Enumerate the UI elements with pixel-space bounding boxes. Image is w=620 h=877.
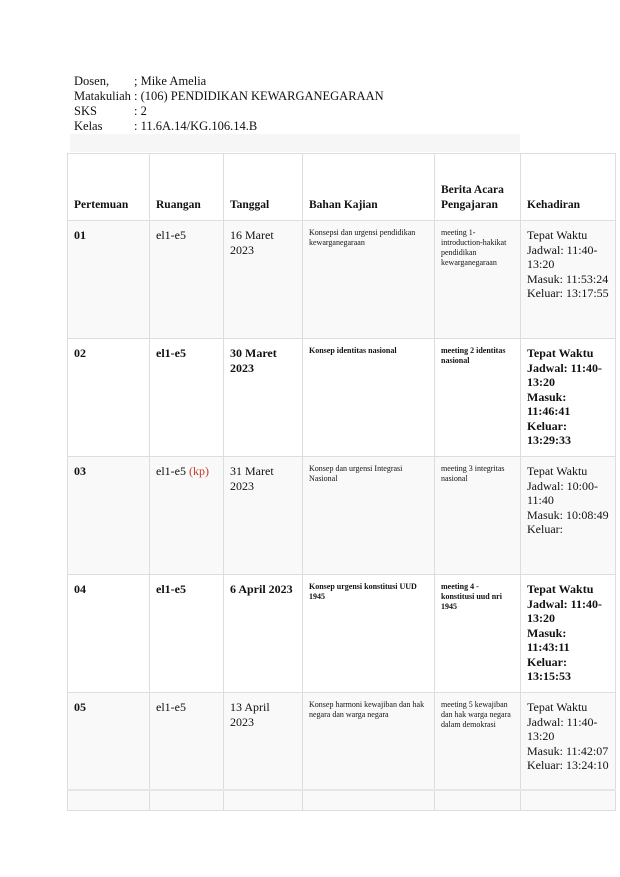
col-berita-acara: Berita Acara Pengajaran <box>435 154 521 221</box>
bahan-cell: Konsepsi dan urgensi pendidikan kewarganegaraan <box>303 221 435 339</box>
header-shade <box>70 134 520 152</box>
matkul-label: Matakuliah <box>74 89 131 103</box>
bahan-cell: Konsep harmoni kewajiban dan hak negara dan warga negara <box>303 693 435 811</box>
pertemuan-cell: 04 <box>68 575 150 693</box>
kehadiran-jadwal: Jadwal: 11:40-13:20 <box>527 242 598 271</box>
ruangan-cell <box>150 221 224 339</box>
kehadiran-jadwal: Jadwal: 10:00-11:40 <box>527 478 598 507</box>
kehadiran-status: Tepat Waktu <box>527 582 594 596</box>
kehadiran-status: Tepat Waktu <box>527 346 594 360</box>
kehadiran-jadwal: Jadwal: 11:40-13:20 <box>527 714 598 743</box>
berita-cell: meeting 5 kewajiban dan hak warga negara dalam demokrasi <box>435 693 521 811</box>
kelas-label: Kelas <box>74 119 103 133</box>
dosen-label: Dosen, <box>74 74 110 88</box>
bahan-cell: Konsep identitas nasional <box>303 339 435 457</box>
bahan-cell: Konsep dan urgensi Integrasi Nasional <box>303 457 435 575</box>
sks-row <box>74 104 384 119</box>
kehadiran-masuk: Masuk: 11:46:41 <box>527 389 571 418</box>
dosen-row <box>74 74 384 89</box>
berita-cell: meeting 1-introduction-hakikat pendidikan kewarganegaraan <box>435 221 521 339</box>
tanggal-cell: 31 Maret 2023 <box>224 457 303 575</box>
kehadiran-masuk: Masuk: 11:43:11 <box>527 625 570 654</box>
kehadiran-cell <box>521 693 616 811</box>
col-ruangan: Ruangan <box>150 154 224 221</box>
col-tanggal: Tanggal <box>224 154 303 221</box>
tanggal-cell: 16 Maret 2023 <box>224 221 303 339</box>
ruangan-value: el1-e5 <box>156 346 186 360</box>
kehadiran-keluar: Keluar: 13:29:33 <box>527 418 571 447</box>
pertemuan-cell: 03 <box>68 457 150 575</box>
sks-value: : 2 <box>134 104 147 118</box>
kehadiran-status: Tepat Waktu <box>527 700 588 714</box>
col-bahan-kajian: Bahan Kajian <box>303 154 435 221</box>
tanggal-cell: 6 April 2023 <box>224 575 303 693</box>
table-bottom-shadow <box>67 789 616 791</box>
pertemuan-cell: 02 <box>68 339 150 457</box>
kehadiran-status: Tepat Waktu <box>527 464 588 478</box>
kehadiran-cell <box>521 457 616 575</box>
kehadiran-keluar: Keluar: 13:17:55 <box>527 286 609 300</box>
berita-cell: meeting 4 - konstitusi uud nri 1945 <box>435 575 521 693</box>
kehadiran-keluar: Keluar: 13:15:53 <box>527 654 571 683</box>
col-kehadiran: Kehadiran <box>521 154 616 221</box>
ruangan-value: el1-e5 <box>156 228 186 242</box>
table-row <box>68 693 616 811</box>
kehadiran-cell <box>521 221 616 339</box>
header-info <box>74 74 384 134</box>
ruangan-value: el1-e5 <box>156 582 186 596</box>
bahan-cell: Konsep urgensi konstitusi UUD 1945 <box>303 575 435 693</box>
ruangan-cell <box>150 339 224 457</box>
tanggal-cell: 30 Maret 2023 <box>224 339 303 457</box>
pertemuan-cell: 05 <box>68 693 150 811</box>
sks-label: SKS <box>74 104 97 118</box>
table-row <box>68 457 616 575</box>
matkul-row <box>74 89 384 104</box>
table-row <box>68 221 616 339</box>
kehadiran-masuk: Masuk: 10:08:49 <box>527 507 609 522</box>
kehadiran-status: Tepat Waktu <box>527 228 588 242</box>
ruangan-note: (kp) <box>188 464 209 478</box>
table-header-row <box>68 154 616 221</box>
kelas-row <box>74 119 384 134</box>
berita-cell: meeting 3 integritas nasional <box>435 457 521 575</box>
kehadiran-cell <box>521 575 616 693</box>
ruangan-cell <box>150 575 224 693</box>
kehadiran-masuk: Masuk: 11:42:07 <box>527 743 609 758</box>
pertemuan-cell: 01 <box>68 221 150 339</box>
kehadiran-keluar: Keluar: <box>527 522 563 536</box>
ruangan-cell <box>150 457 224 575</box>
table-row <box>68 339 616 457</box>
kelas-value: : 11.6A.14/KG.106.14.B <box>134 119 258 133</box>
tanggal-cell: 13 April 2023 <box>224 693 303 811</box>
col-pertemuan: Pertemuan <box>68 154 150 221</box>
ruangan-value: el1-e5 <box>156 464 186 478</box>
berita-cell: meeting 2 identitas nasional <box>435 339 521 457</box>
kehadiran-keluar: Keluar: 13:24:10 <box>527 758 609 772</box>
kehadiran-cell <box>521 339 616 457</box>
kehadiran-masuk: Masuk: 11:53:24 <box>527 271 609 286</box>
table-row <box>68 575 616 693</box>
dosen-value: ; Mike Amelia <box>134 74 207 88</box>
ruangan-value: el1-e5 <box>156 700 186 714</box>
kehadiran-jadwal: Jadwal: 11:40-13:20 <box>527 596 602 625</box>
attendance-table <box>67 153 616 811</box>
kehadiran-jadwal: Jadwal: 11:40-13:20 <box>527 360 602 389</box>
ruangan-cell <box>150 693 224 811</box>
matkul-value: : (106) PENDIDIKAN KEWARGANEGARAAN <box>134 89 384 103</box>
